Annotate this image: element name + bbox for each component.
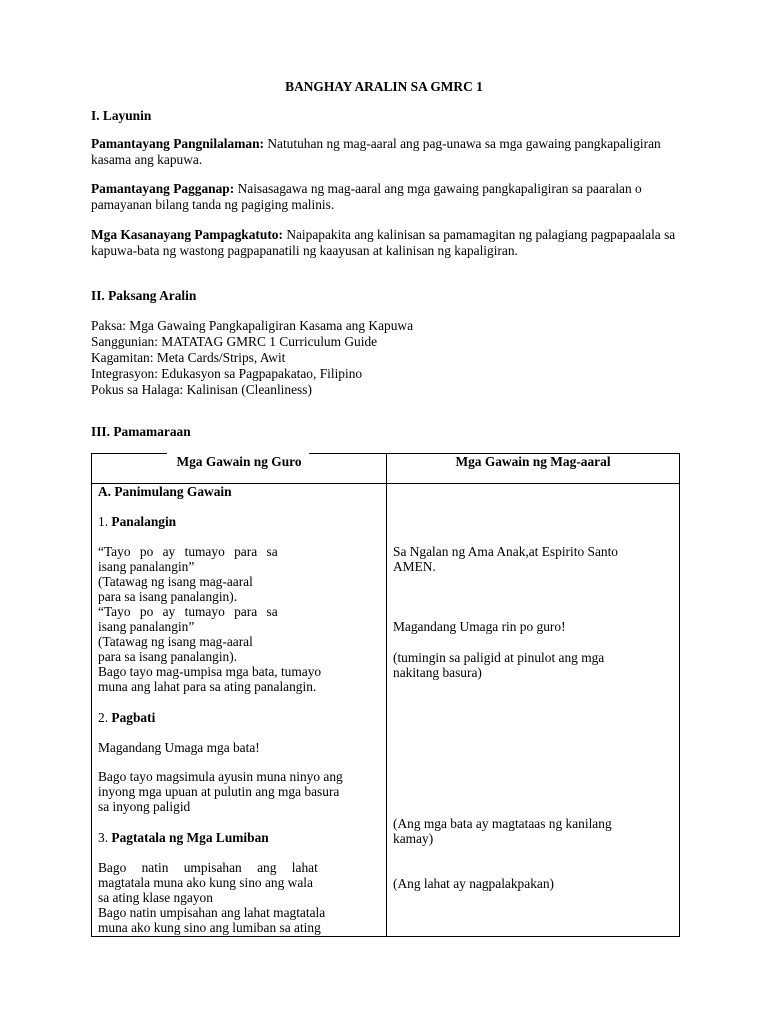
subject-line-pokus: Pokus sa Halaga: Kalinisan (Cleanliness) — [91, 382, 312, 397]
text-line: Sa Ngalan ng Ama Anak,at Espirito Santo — [393, 544, 619, 559]
text-line: (Ang mga bata ay magtataas ng kanilang — [393, 816, 612, 831]
table-header-guro: Mga Gawain ng Guro — [176, 454, 302, 469]
subject-line-sanggunian: Sanggunian: MATATAG GMRC 1 Curriculum Guide — [91, 334, 378, 349]
objective-label: Pamantayang Pagganap: — [91, 181, 235, 196]
text-line: inyong mga upuan at pulutin ang mga basura — [98, 784, 340, 799]
teacher-attendance-instructions — [98, 860, 378, 935]
step-title: Panalangin — [111, 514, 177, 529]
student-clap-response: (Ang lahat ay nagpalakpakan) — [393, 876, 554, 891]
part-a-heading: A. Panimulang Gawain — [98, 484, 232, 499]
document-title: BANGHAY ARALIN SA GMRC 1 — [285, 79, 483, 94]
text-line: “Tayo po ay tumayo para sa — [98, 544, 278, 559]
text-line: nakitang basura) — [393, 665, 482, 680]
procedure-table — [91, 453, 680, 937]
table-header-mag-aaral: Mga Gawain ng Mag-aaral — [455, 454, 611, 469]
text-line: para sa isang panalangin). — [98, 589, 238, 604]
step-number: 3. — [98, 830, 112, 845]
text-line: Bago tayo mag-umpisa mga bata, tumayo — [98, 664, 322, 679]
step-number: 2. — [98, 710, 112, 725]
text-line: (tumingin sa paligid at pinulot ang mga — [393, 650, 605, 665]
text-line: (Tatawag ng isang mag-aaral — [98, 574, 253, 589]
objective-content-standard — [91, 136, 681, 168]
section-heading-paksang-aralin: II. Paksang Aralin — [91, 288, 197, 303]
text-line: Bago natin umpisahan ang lahat magtatala — [98, 905, 326, 920]
text-line: AMEN. — [393, 559, 436, 574]
text-line: muna ang lahat para sa ating panalangin. — [98, 679, 317, 694]
text-line: magtatala muna ako kung sino ang wala — [98, 875, 313, 890]
objective-performance-standard — [91, 181, 681, 213]
objective-text: Natutuhan ng mag-aaral ang pag-unawa sa mga gawaing pangkapaligiran kasama ang kapuwa. — [91, 136, 661, 167]
objective-text: Naipapakita ang kalinisan sa pamamagitan ng palagiang pagpapaalala sa kapuwa-bata ng wastong pagpapanatili ng kaayusan at kalinisan ng kapaligiran. — [91, 227, 676, 258]
text-line: isang panalangin” — [98, 619, 195, 634]
subject-line-kagamitan: Kagamitan: Meta Cards/Strips, Awit — [91, 350, 286, 365]
teacher-greeting: Magandang Umaga mga bata! — [98, 740, 260, 755]
subject-line-integrasyon: Integrasyon: Edukasyon sa Pagpapakatao, Filipino — [91, 366, 363, 381]
section-heading-pamamaraan: III. Pamamaraan — [91, 424, 191, 439]
step-heading-pagbati — [98, 710, 378, 725]
text-line: kamay) — [393, 831, 434, 846]
subject-line-paksa: Paksa: Mga Gawaing Pangkapaligiran Kasama ang Kapuwa — [91, 318, 414, 333]
text-line: para sa isang panalangin). — [98, 649, 238, 664]
text-line: muna ako kung sino ang lumiban sa ating — [98, 920, 321, 935]
teacher-tidy-instructions — [98, 769, 378, 814]
text-line: (Tatawag ng isang mag-aaral — [98, 634, 253, 649]
student-tidy-response — [393, 650, 673, 680]
step-title: Pagbati — [111, 710, 156, 725]
student-prayer-response — [393, 544, 673, 574]
step-heading-lumiban — [98, 830, 378, 845]
objective-label: Pamantayang Pangnilalaman: — [91, 136, 264, 151]
text-line: “Tayo po ay tumayo para sa — [98, 604, 278, 619]
step-heading-panalangin — [98, 514, 378, 529]
text-line: sa ating klase ngayon — [98, 890, 213, 905]
teacher-prayer-instructions — [98, 544, 378, 694]
text-line: Bago tayo magsimula ayusin muna ninyo ang — [98, 769, 343, 784]
step-title: Pagtatala ng Mga Lumiban — [111, 830, 269, 845]
column-divider — [386, 453, 387, 936]
subject-matter-list — [91, 318, 681, 398]
objective-label: Mga Kasanayang Pampagkatuto: — [91, 227, 283, 242]
section-heading-layunin: I. Layunin — [91, 108, 152, 123]
text-line: sa inyong paligid — [98, 799, 191, 814]
text-line: isang panalangin” — [98, 559, 195, 574]
student-greeting-response: Magandang Umaga rin po guro! — [393, 619, 566, 634]
text-line: Bago natin umpisahan ang lahat — [98, 860, 318, 875]
objective-learning-competency — [91, 227, 681, 259]
step-number: 1. — [98, 514, 112, 529]
objective-text: Naisasagawa ng mag-aaral ang mga gawaing pangkapaligiran sa paaralan o pamayanan bilang tanda ng pagiging malinis. — [91, 181, 642, 212]
student-raise-hand-response — [393, 816, 673, 846]
